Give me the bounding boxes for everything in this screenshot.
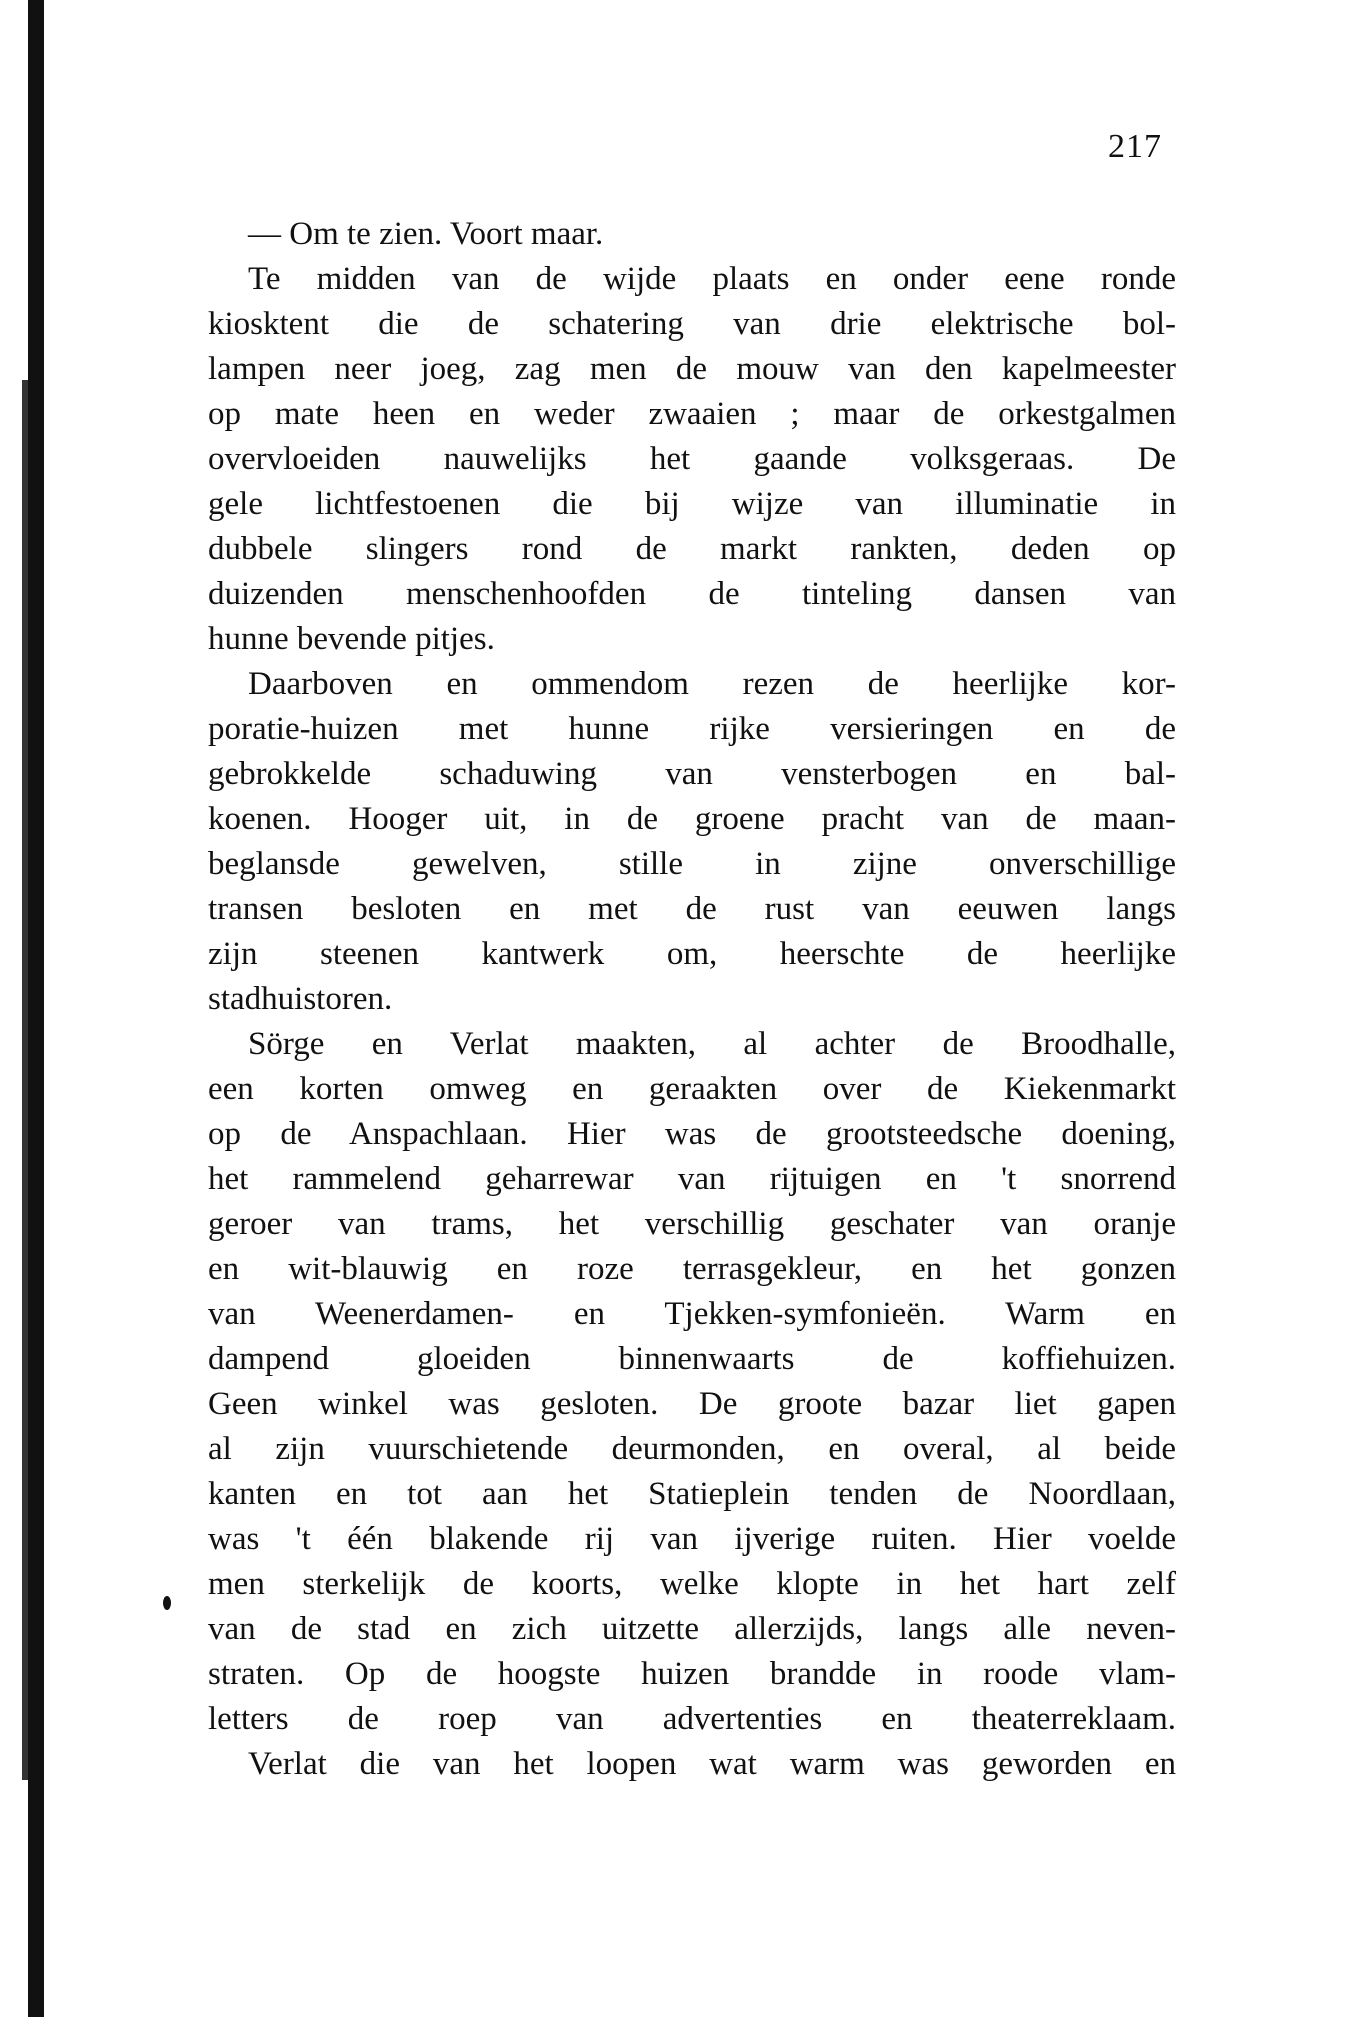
text-line: en wit-blauwig en roze terrasgekleur, en het gonzen: [208, 1251, 1176, 1287]
text-line: transen besloten en met de rust van eeuwen langs: [208, 891, 1176, 927]
text-line: gebrokkelde schaduwing van vensterbogen en bal-: [208, 756, 1176, 792]
text-line: poratie-huizen met hunne rijke versieringen en de: [208, 711, 1176, 747]
text-line: hunne bevende pitjes.: [208, 621, 495, 657]
text-line: het rammelend geharrewar van rijtuigen en 't snorrend: [208, 1161, 1176, 1197]
text-line: letters de roep van advertenties en theaterreklaam.: [208, 1701, 1176, 1737]
text-line: kanten en tot aan het Statieplein tenden de Noordlaan,: [208, 1476, 1176, 1512]
page-number: 217: [1108, 128, 1162, 165]
paragraph: [208, 1022, 1176, 1742]
text-line: beglansde gewelven, stille in zijne onverschillige: [208, 846, 1176, 882]
paragraph: [208, 212, 1176, 257]
text-line: al zijn vuurschietende deurmonden, en overal, al beide: [208, 1431, 1176, 1467]
text-line: van de stad en zich uitzette allerzijds, langs alle neven-: [208, 1611, 1176, 1647]
text-line: een korten omweg en geraakten over de Kiekenmarkt: [208, 1071, 1176, 1107]
paragraph: [208, 1742, 1176, 1787]
text-line: zijn steenen kantwerk om, heerschte de heerlijke: [208, 936, 1176, 972]
text-line: stadhuistoren.: [208, 981, 393, 1017]
paragraph: [208, 662, 1176, 1022]
text-line: geroer van trams, het verschillig geschater van oranje: [208, 1206, 1176, 1242]
text-line: dampend gloeiden binnenwaarts de koffiehuizen.: [208, 1341, 1176, 1377]
scan-binding-edge: [28, 0, 44, 2017]
text-line: van Weenerdamen- en Tjekken-symfonieën. Warm en: [208, 1296, 1176, 1332]
text-line: dubbele slingers rond de markt rankten, deden op: [208, 531, 1176, 567]
paragraph: [208, 257, 1176, 662]
text-line: was 't één blakende rij van ijverige ruiten. Hier voelde: [208, 1521, 1176, 1557]
body-text: [208, 212, 1176, 1787]
text-line: men sterkelijk de koorts, welke klopte in het hart zelf: [208, 1566, 1176, 1602]
text-line: straten. Op de hoogste huizen brandde in roode vlam-: [208, 1656, 1176, 1692]
text-line: op mate heen en weder zwaaien ; maar de orkestgalmen: [208, 396, 1176, 432]
text-line: koenen. Hooger uit, in de groene pracht van de maan-: [208, 801, 1176, 837]
text-line: Te midden van de wijde plaats en onder eene ronde: [248, 261, 1176, 297]
text-line: — Om te zien. Voort maar.: [248, 216, 604, 252]
text-line: Geen winkel was gesloten. De groote bazar liet gapen: [208, 1386, 1176, 1422]
text-line: Sörge en Verlat maakten, al achter de Broodhalle,: [248, 1026, 1176, 1062]
text-line: gele lichtfestoenen die bij wijze van illuminatie in: [208, 486, 1176, 522]
text-line: Verlat die van het loopen wat warm was geworden en: [248, 1746, 1176, 1782]
ink-speck: [163, 1596, 171, 1610]
text-line: kiosktent die de schatering van drie elektrische bol-: [208, 306, 1176, 342]
text-line: Daarboven en ommendom rezen de heerlijke kor-: [248, 666, 1176, 702]
text-line: op de Anspachlaan. Hier was de grootsteedsche doening,: [208, 1116, 1176, 1152]
scan-binding-shadow: [22, 380, 28, 1780]
text-line: overvloeiden nauwelijks het gaande volksgeraas. De: [208, 441, 1176, 477]
text-line: lampen neer joeg, zag men de mouw van den kapelmeester: [208, 351, 1176, 387]
text-line: duizenden menschenhoofden de tinteling dansen van: [208, 576, 1176, 612]
